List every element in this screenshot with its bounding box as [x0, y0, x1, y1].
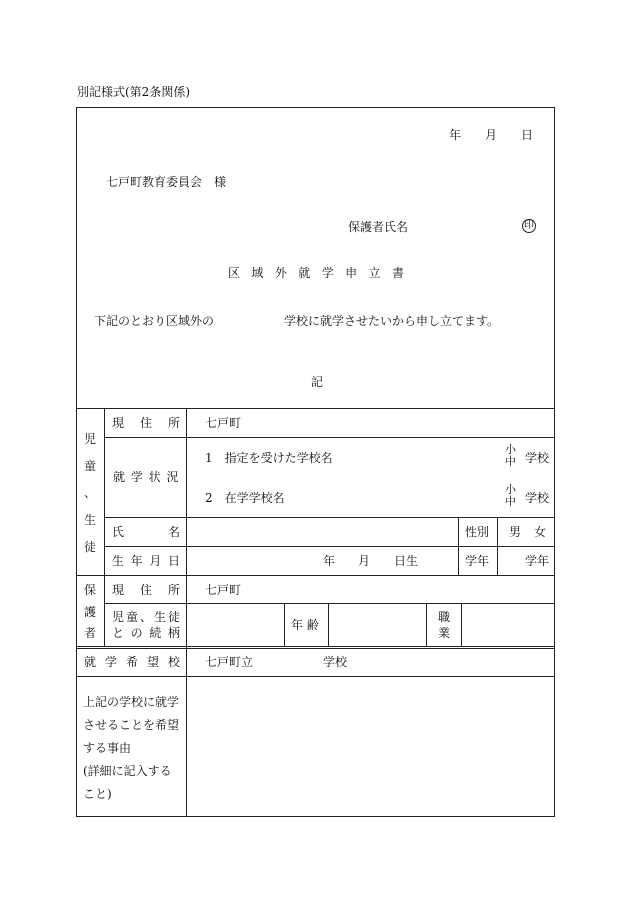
col-age-value — [328, 603, 329, 646]
status-item-designated[interactable]: 1 指定を受けた学校名 — [205, 451, 333, 465]
child-section-label — [83, 433, 97, 553]
body-text-suffix: 学校に就学させたいから申し立てます。 — [284, 314, 500, 328]
label-char: 希 — [125, 655, 138, 669]
birthdate-label — [112, 555, 180, 567]
title-char: 就 — [298, 266, 311, 280]
label-char: 児 — [83, 432, 96, 446]
col-age-label — [284, 603, 285, 646]
label-char: 所 — [167, 583, 180, 597]
col-occupation-label — [426, 603, 427, 646]
label-char: 、 — [139, 610, 152, 624]
reason-line: (詳細に記入する — [83, 764, 172, 778]
title-char: 書 — [391, 266, 404, 280]
school-type-1[interactable] — [505, 444, 516, 467]
relation-label-line2 — [112, 627, 180, 639]
label-char: 児 — [112, 610, 125, 624]
date-month-label: 月 — [485, 128, 498, 142]
divider-guardian-address — [104, 603, 555, 604]
divider-name — [104, 546, 555, 547]
reason-line: こと) — [83, 787, 112, 801]
body-text-prefix: 下記のとおり区域外の — [94, 314, 215, 328]
label-char: 氏 — [112, 525, 125, 539]
label-char: 校 — [167, 655, 180, 669]
label-char: 徒 — [167, 610, 180, 624]
title-char: 学 — [321, 266, 334, 280]
label-char: 学 — [104, 655, 117, 669]
label-char: 名 — [167, 525, 180, 539]
label-char: 者 — [83, 626, 96, 640]
form-caption: 別記様式(第2条関係) — [77, 85, 190, 99]
guardian-address-label — [112, 584, 180, 596]
desired-school-suffix: 学校 — [323, 655, 348, 669]
label-char: 住 — [139, 416, 152, 430]
label-char: 童 — [83, 459, 96, 473]
label-char: 月 — [149, 554, 162, 568]
label-char: 護 — [83, 604, 96, 619]
divider-guardian-section-b — [76, 648, 555, 649]
label-char: 童 — [125, 610, 138, 624]
guardian-name-label: 保護者氏名 — [348, 220, 409, 234]
label-char: 住 — [139, 583, 152, 597]
label-char: 職 — [437, 610, 450, 624]
divider-child-section — [76, 575, 555, 576]
ki-mark: 記 — [311, 375, 324, 389]
birth-year-unit: 年 — [323, 554, 336, 568]
label-char: 柄 — [167, 626, 180, 640]
title-char: 区 — [228, 266, 241, 280]
divider-status — [104, 517, 555, 518]
label-char: 現 — [112, 416, 125, 430]
form-title — [228, 267, 404, 279]
date-day-label: 日 — [521, 128, 534, 142]
school-suffix-2: 学校 — [525, 491, 550, 505]
child-address-value[interactable]: 七戸町 — [205, 416, 242, 430]
label-char: 徒 — [83, 540, 96, 554]
reason-line: する事由 — [83, 741, 132, 755]
label-char: 望 — [146, 655, 159, 669]
desired-school-label — [84, 656, 180, 668]
reason-line: 上記の学校に就学 — [83, 695, 180, 709]
label-char: 続 — [149, 626, 162, 640]
label-char: 就 — [84, 655, 97, 669]
child-name-label — [112, 526, 180, 538]
birth-day-unit: 日生 — [394, 554, 419, 568]
divider-header — [76, 408, 555, 409]
age-label: 年 齢 — [291, 618, 319, 632]
grade-label: 学年 — [465, 554, 490, 568]
reason-line: させることを希望 — [83, 718, 180, 732]
label-char: 日 — [167, 554, 180, 568]
seal-mark: 印 — [524, 220, 534, 231]
col-gender-grade-value — [497, 517, 498, 575]
guardian-section-label — [83, 584, 97, 639]
label-char: 生 — [153, 610, 166, 624]
gender-female-option[interactable]: 女 — [534, 525, 547, 539]
label-char: と — [112, 626, 125, 640]
title-char: 域 — [251, 266, 264, 280]
col-section-label — [104, 408, 105, 646]
elementary-option[interactable]: 小 — [505, 483, 516, 496]
label-char: の — [130, 626, 143, 640]
child-address-label — [112, 417, 180, 429]
addressee: 七戸町教育委員会 様 — [106, 175, 227, 189]
school-status-label: 就 学 状 況 — [113, 470, 180, 484]
relation-label-line1 — [112, 611, 180, 623]
divider-child-address — [104, 437, 555, 438]
divider-guardian-section-a — [76, 646, 555, 647]
col-gender-grade — [458, 517, 459, 575]
school-type-2[interactable] — [505, 484, 516, 507]
label-char: 生 — [83, 513, 96, 527]
grade-unit: 学年 — [525, 554, 550, 568]
birth-month-unit: 月 — [358, 554, 371, 568]
status-item-current[interactable]: 2 在学学校名 — [205, 491, 285, 505]
label-char: 、 — [83, 486, 96, 500]
divider-desired-school — [76, 676, 555, 677]
col-occupation-value — [461, 603, 462, 646]
school-suffix-1: 学校 — [525, 451, 550, 465]
label-char: 年 — [130, 554, 143, 568]
date-year-label: 年 — [449, 128, 462, 142]
occupation-label — [437, 611, 451, 639]
title-char: 外 — [274, 266, 287, 280]
title-char: 申 — [345, 266, 358, 280]
label-char: 保 — [83, 583, 96, 597]
elementary-option[interactable]: 小 — [505, 443, 516, 456]
label-char: 現 — [112, 583, 125, 597]
title-char: 立 — [368, 266, 381, 280]
junior-option[interactable]: 中 — [505, 454, 516, 468]
desired-school-prefix[interactable]: 七戸町立 — [205, 655, 254, 669]
label-char: 生 — [112, 554, 125, 568]
gender-label: 性別 — [465, 525, 490, 539]
junior-option[interactable]: 中 — [505, 494, 516, 508]
label-char: 所 — [167, 416, 180, 430]
col-field-label — [186, 408, 187, 817]
reason-label — [83, 691, 179, 806]
label-char: 業 — [437, 626, 450, 640]
gender-male-option[interactable]: 男 — [509, 525, 522, 539]
guardian-address-value[interactable]: 七戸町 — [205, 583, 242, 597]
